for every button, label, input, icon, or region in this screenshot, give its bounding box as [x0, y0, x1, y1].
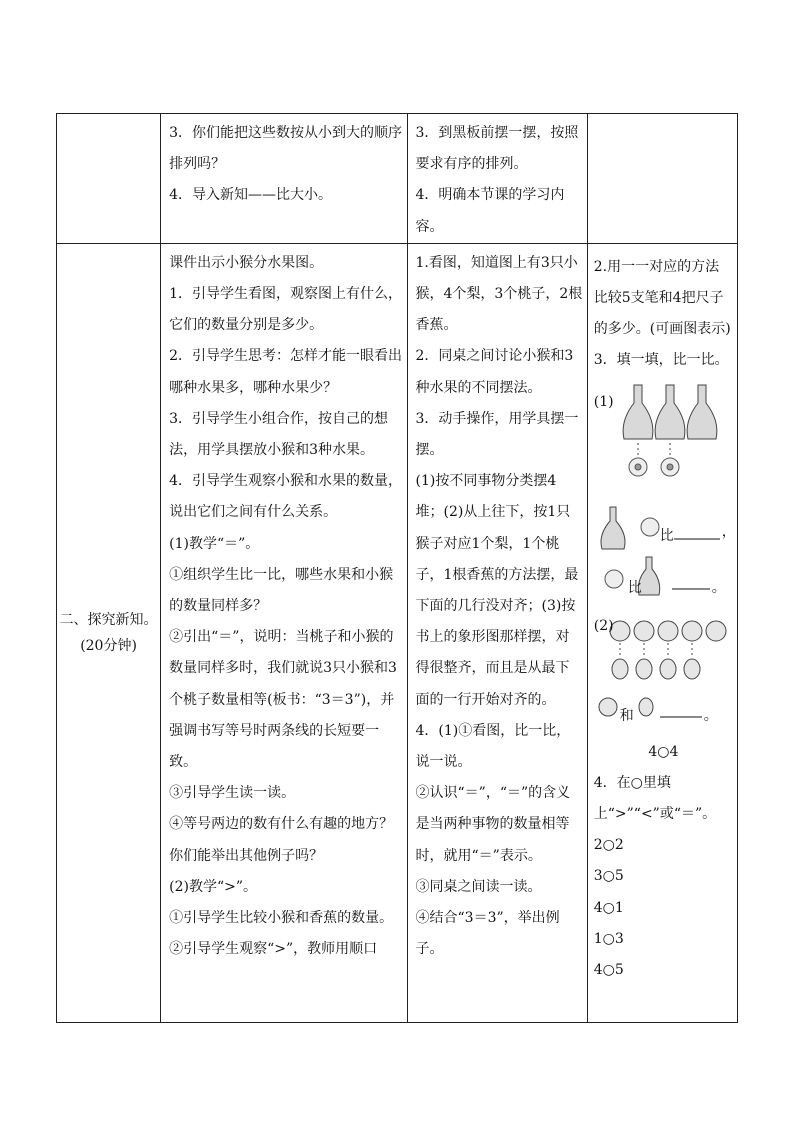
teacher-step: ②引出“＝”，说明：当桃子和小猴的数量同样多时，我们就说3只小猴和3个桃子数量相等(板书：“3＝3”)，并强调书写等号时两条线的长短要一致。 — [169, 629, 397, 771]
student-step: 3．到黑板前摆一摆，按照要求有序的排列。 — [415, 125, 579, 173]
compare-item: 3○5 — [593, 868, 624, 885]
lesson-plan-table — [56, 113, 738, 1023]
teacher-step: 4．导入新知——比大小。 — [169, 187, 333, 204]
word-bi: 比 — [659, 527, 674, 544]
teacher-step: (2)教学“>”。 — [169, 878, 258, 895]
teacher-step: ④等号两边的数有什么有趣的地方？你们能举出其他例子吗？ — [169, 816, 394, 864]
practice-cell — [587, 243, 737, 1022]
student-step: ②认识“＝”，“＝”的含义是当两种事物的数量相等时，就用“＝”表示。 — [415, 785, 571, 864]
period: 。 — [703, 707, 718, 724]
student-step: 4．明确本节课的学习内容。 — [415, 187, 565, 235]
student-step: (1)按不同事物分类摆4堆；(2)从上往下，按1只猴子对应1个梨，1个桃子，1根香蕉的方法摆，最下面的几行没对齐；(3)按书上的象形图那样摆，对得很整齐，而且是从最下面的一行开始对齐的。 — [415, 473, 579, 708]
compare-item: 1○3 — [593, 930, 624, 947]
compare-item: 4○5 — [593, 962, 624, 979]
student-step: 1.看图，知道图上有3只小猴，4个梨，3个桃子，2根香蕉。 — [415, 254, 583, 334]
teacher-activity-cell — [161, 114, 407, 244]
student-step: 3．动手操作，用学具摆一摆。 — [415, 410, 579, 459]
teacher-step: 2．引导学生思考：怎样才能一眼看出哪种水果多，哪种水果少？ — [169, 348, 403, 396]
compare-figure — [593, 377, 736, 737]
stage-cell — [57, 114, 161, 244]
teacher-step: 3．你们能把这些数按从小到大的顺序排列吗？ — [169, 125, 403, 173]
practice-item-3: 3．填一填，比一比。 — [593, 352, 729, 369]
table-row — [57, 243, 738, 1022]
teacher-step: ①组织学生比一比，哪些水果和小猴的数量同样多？ — [169, 566, 394, 615]
compare-item: 2○2 — [593, 837, 624, 854]
teacher-activity-cell — [161, 243, 407, 1022]
student-activity-cell — [407, 114, 587, 244]
figure-label-1: (1) — [593, 393, 614, 410]
practice-item-4: 4．在○里填上“>”“<”或“＝”。 — [593, 774, 717, 823]
teacher-step: 课件出示小猴分水果图。 — [169, 254, 324, 271]
student-step: ③同桌之间读一读。 — [415, 878, 542, 895]
practice-cell — [587, 114, 737, 244]
teacher-step: 4．引导学生观察小猴和水果的数量，说出它们之间有什么关系。 — [169, 473, 403, 521]
teacher-step: (1)教学“＝”。 — [169, 535, 260, 552]
teacher-step: ①引导学生比较小猴和香蕉的数量。 — [169, 910, 394, 927]
student-step: 2．同桌之间讨论小猴和3种水果的不同摆法。 — [415, 348, 574, 396]
compare-44: 4○4 — [648, 743, 679, 760]
period: 。 — [711, 579, 726, 596]
figure-label-2: (2) — [593, 617, 614, 634]
student-step: 4．(1)①看图，比一比，说一说。 — [415, 722, 571, 771]
vase-flower-apple-pear-illustration — [594, 377, 734, 737]
practice-item-2: 2.用一一对应的方法比较5支笔和4把尺子的多少。(可画图表示) — [593, 258, 731, 338]
stage-label: 二、探究新知。(20分钟) — [59, 611, 158, 654]
word-he: 和 — [619, 707, 634, 724]
compare-item: 4○1 — [593, 899, 624, 916]
stage-cell — [57, 243, 161, 1022]
word-bi: 比 — [627, 579, 642, 596]
student-activity-cell — [407, 243, 587, 1022]
table-row — [57, 114, 738, 244]
comma: ， — [721, 523, 736, 540]
teacher-step: 1．引导学生看图，观察图上有什么，它们的数量分别是多少。 — [169, 286, 403, 334]
teacher-step: 3．引导学生小组合作，按自己的想法，用学具摆放小猴和3种水果。 — [169, 410, 389, 459]
student-step: ④结合“3＝3”，举出例子。 — [415, 910, 560, 958]
teacher-step: ②引导学生观察“>”，教师用顺口 — [169, 941, 378, 958]
teacher-step: ③引导学生读一读。 — [169, 785, 296, 802]
